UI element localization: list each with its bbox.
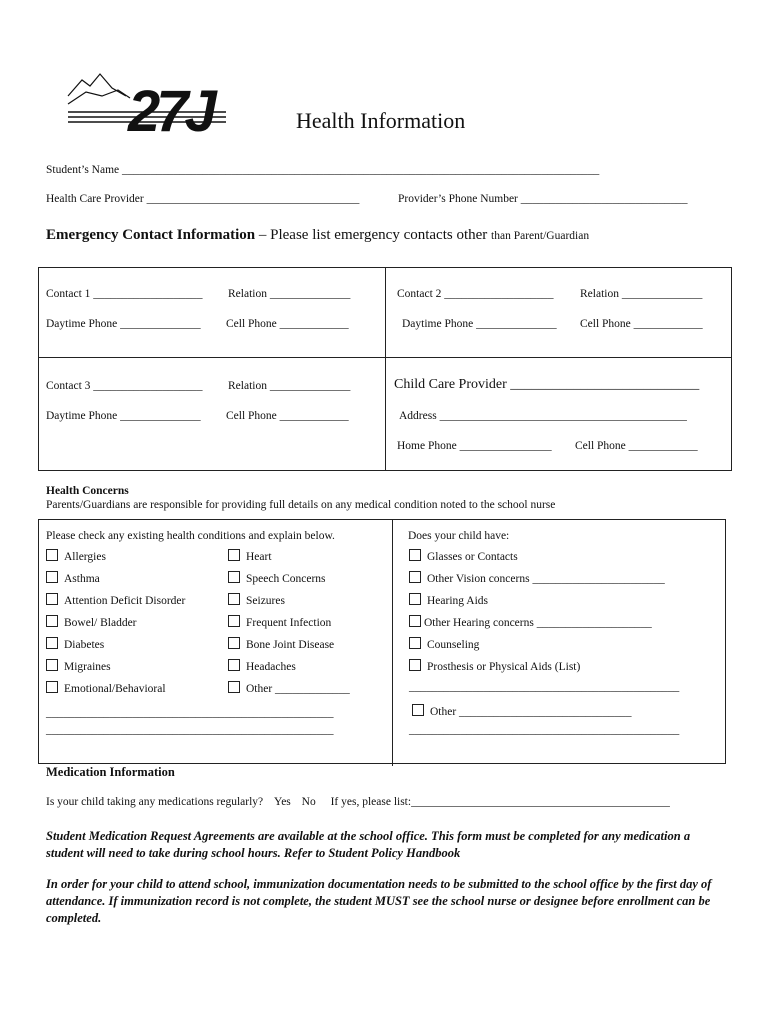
condition-label: Speech Concerns [246,573,326,585]
provider-phone-field[interactable]: Provider’s Phone Number _____________________________ [398,193,688,205]
has-other-hearing-concerns[interactable] [409,615,665,637]
condition-label: Prosthesis or Physical Aids (List) [427,661,581,673]
checkbox-icon[interactable] [46,615,58,627]
condition-label: Other Vision concerns _______________________ [427,573,665,585]
conditions-column-3 [409,549,665,681]
condition-label: Emotional/Behavioral [64,683,166,695]
checkbox-icon[interactable] [228,637,240,649]
condition-label: Seizures [246,595,285,607]
checkbox-icon[interactable] [409,615,421,627]
right-other-label: Other ______________________________ [430,706,632,718]
condition-label: Glasses or Contacts [427,551,518,563]
condition-diabetes[interactable] [46,637,185,659]
condition-label: Bowel/ Bladder [64,617,137,629]
checkbox-icon[interactable] [409,659,421,671]
condition-label: Other _____________ [246,683,350,695]
contact2-relation-field[interactable]: Relation ______________ [580,288,703,300]
has-counseling[interactable] [409,637,665,659]
checkbox-icon[interactable] [228,615,240,627]
checkbox-icon[interactable] [412,704,424,716]
condition-heart[interactable] [228,549,350,571]
condition-label: Hearing Aids [427,595,489,607]
condition-label: Asthma [64,573,100,585]
emergency-heading-bold: Emergency Contact Information [46,227,256,243]
contact1-daytime-phone-field[interactable]: Daytime Phone ______________ [46,318,201,330]
child-care-provider-field[interactable]: Child Care Provider ___________________________ [394,377,700,392]
child-care-home-phone-field[interactable]: Home Phone ________________ [397,440,552,452]
medication-yes-option[interactable]: Yes [274,796,291,808]
condition-attention-deficit-disorder[interactable] [46,593,185,615]
medication-heading: Medication Information [46,765,175,779]
contact2-daytime-phone-field[interactable]: Daytime Phone ______________ [402,318,557,330]
has-hearing-aids[interactable] [409,593,665,615]
health-concerns-subheading: Parents/Guardians are responsible for providing full details on any medical condition noted to the school nurse [46,499,556,511]
condition-seizures[interactable] [228,593,350,615]
contact3-cell-phone-field[interactable]: Cell Phone ____________ [226,410,349,422]
medication-list-field[interactable]: If yes, please list:_____________________________________________ [330,796,670,808]
emergency-box-horizontal-divider [39,357,731,358]
child-care-cell-phone-field[interactable]: Cell Phone ____________ [575,440,698,452]
emergency-box-vertical-divider [385,268,386,470]
condition-other[interactable] [228,681,350,703]
child-care-address-field[interactable]: Address ___________________________________________ [399,410,687,422]
condition-label: Counseling [427,639,480,651]
condition-bowel-bladder[interactable] [46,615,185,637]
contact1-name-field[interactable]: Contact 1 ___________________ [46,288,203,300]
has-other-vision-concerns[interactable] [409,571,665,593]
student-name-field[interactable]: Student’s Name ___________________________________________________________________________________ [46,164,600,176]
district-logo [66,68,236,144]
medication-question-text: Is your child taking any medications regularly? [46,796,264,808]
health-provider-field[interactable]: Health Care Provider _____________________________________ [46,193,360,205]
conditions-column-1 [46,549,185,703]
condition-frequent-infection[interactable] [228,615,350,637]
checkbox-icon[interactable] [409,549,421,561]
checkbox-icon[interactable] [409,637,421,649]
condition-allergies[interactable] [46,549,185,571]
condition-bone-joint-disease[interactable] [228,637,350,659]
condition-headaches[interactable] [228,659,350,681]
medication-no-option[interactable]: No [301,796,316,808]
condition-label: Other Hearing concerns ____________________ [424,617,652,629]
checkbox-icon[interactable] [409,571,421,583]
logo-text: 27J [128,79,213,144]
checkbox-icon[interactable] [228,659,240,671]
health-left-intro: Please check any existing health conditions and explain below. [46,530,335,542]
checkbox-icon[interactable] [46,637,58,649]
has-glasses-contacts[interactable] [409,549,665,571]
checkbox-icon[interactable] [409,593,421,605]
left-explain-line-2[interactable]: __________________________________________________ [46,724,334,736]
contact3-relation-field[interactable]: Relation ______________ [228,380,351,392]
condition-label: Frequent Infection [246,617,332,629]
checkbox-icon[interactable] [228,681,240,693]
condition-migraines[interactable] [46,659,185,681]
condition-asthma[interactable] [46,571,185,593]
right-list-line[interactable]: _______________________________________________ [409,681,680,693]
checkbox-icon[interactable] [46,681,58,693]
condition-label: Bone Joint Disease [246,639,335,651]
checkbox-icon[interactable] [228,571,240,583]
checkbox-icon[interactable] [46,549,58,561]
emergency-heading-rest: – Please list emergency contacts other [255,227,492,243]
contact2-name-field[interactable]: Contact 2 ___________________ [397,288,554,300]
contact1-relation-field[interactable]: Relation ______________ [228,288,351,300]
emergency-heading-small: than Parent/Guardian [491,230,590,242]
condition-label: Heart [246,551,272,563]
right-explain-line[interactable]: _______________________________________________ [409,724,680,736]
contact1-cell-phone-field[interactable]: Cell Phone ____________ [226,318,349,330]
condition-label: Migraines [64,661,111,673]
page-title: Health Information [296,108,466,133]
has-prosthesis-physical-aids[interactable] [409,659,665,681]
condition-label: Headaches [246,661,296,673]
emergency-heading [46,227,589,244]
condition-speech-concerns[interactable] [228,571,350,593]
checkbox-icon[interactable] [46,593,58,605]
medication-question [46,796,670,808]
medication-request-note: Student Medication Request Agreements are available at the school office. This form must be completed for any medication a student will need to take during school hours. Refer to Student Policy Handbook [46,829,691,860]
conditions-column-2 [228,549,350,703]
checkbox-icon[interactable] [228,549,240,561]
condition-label: Diabetes [64,639,105,651]
health-concerns-heading: Health Concerns [46,485,129,497]
contact2-cell-phone-field[interactable]: Cell Phone ____________ [580,318,703,330]
immunization-note: In order for your child to attend school, immunization documentation needs to be submitted to the school office by the first day of attendance. If immunization record is not complete, the student MUST see the school nurse or designee before enrollment can be completed. [46,877,712,925]
left-explain-line-1[interactable]: __________________________________________________ [46,707,334,719]
contact3-name-field[interactable]: Contact 3 ___________________ [46,380,203,392]
checkbox-icon[interactable] [46,659,58,671]
condition-label: Attention Deficit Disorder [64,595,186,607]
condition-label: Allergies [64,551,106,563]
checkbox-icon[interactable] [228,593,240,605]
health-box-vertical-divider [392,520,393,766]
checkbox-icon[interactable] [46,571,58,583]
condition-emotional-behavioral[interactable] [46,681,185,703]
health-right-intro: Does your child have: [408,530,510,542]
contact3-daytime-phone-field[interactable]: Daytime Phone ______________ [46,410,201,422]
right-other-field[interactable] [412,704,632,718]
